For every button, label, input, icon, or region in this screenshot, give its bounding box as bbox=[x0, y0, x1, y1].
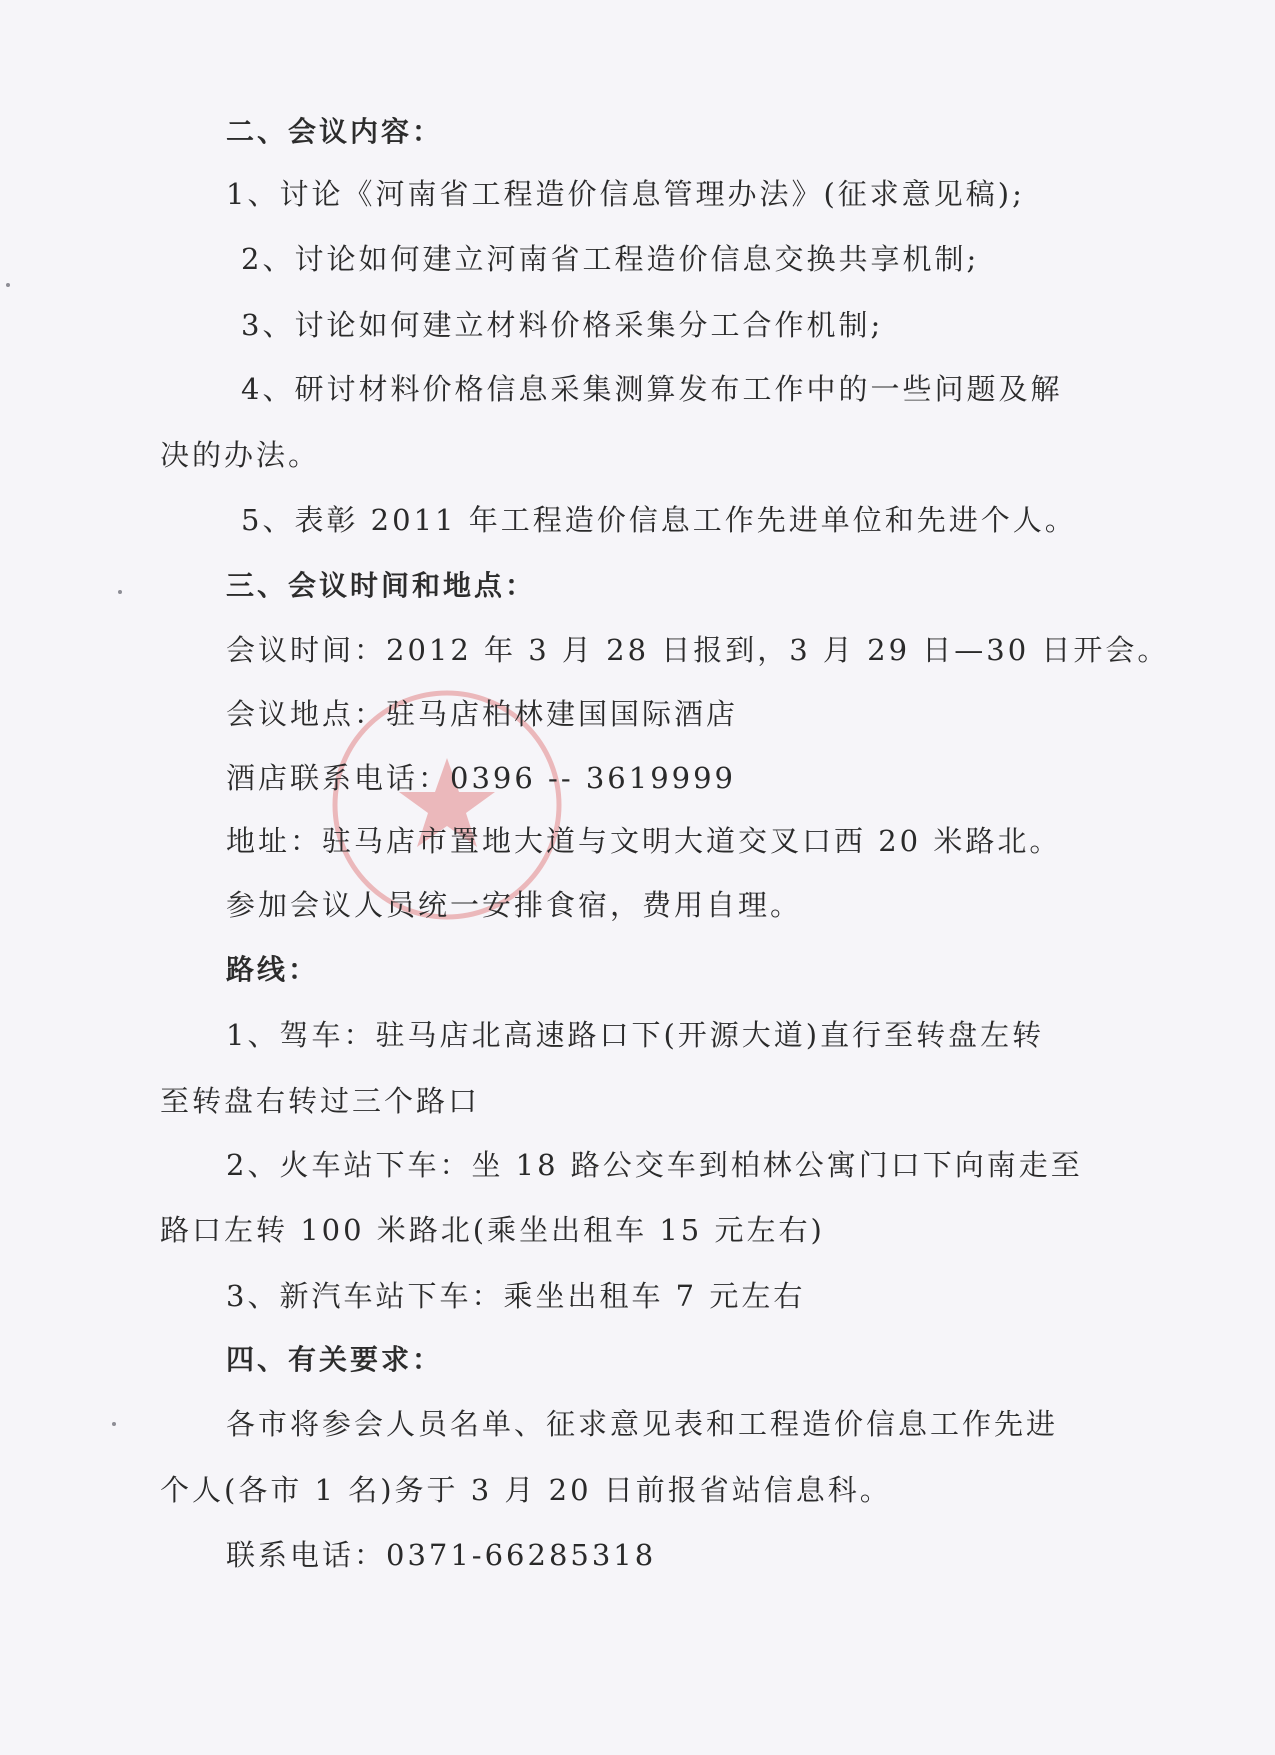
scan-speck bbox=[6, 283, 10, 287]
content-item-4-line-2: 决的办法。 bbox=[160, 438, 321, 472]
content-item-5: 5、表彰 2011 年工程造价信息工作先进单位和先进个人。 bbox=[241, 503, 1077, 537]
content-item-2: 2、讨论如何建立河南省工程造价信息交换共享机制; bbox=[241, 242, 980, 276]
section-heading-content: 二、会议内容： bbox=[226, 115, 444, 148]
scan-speck bbox=[112, 1422, 116, 1426]
route-bus: 3、新汽车站下车：乘坐出租车 7 元左右 bbox=[226, 1279, 806, 1313]
section-heading-requirements: 四、有关要求： bbox=[226, 1343, 444, 1376]
bleed-through-text bbox=[880, 285, 1110, 325]
requirement-line-1: 各市将参会人员名单、征求意见表和工程造价信息工作先进 bbox=[226, 1407, 1059, 1441]
route-drive-line-2: 至转盘右转过三个路口 bbox=[160, 1084, 481, 1118]
hotel-phone: 酒店联系电话：0396 -- 3619999 bbox=[226, 761, 736, 795]
route-train-line-1: 2、火车站下车：坐 18 路公交车到柏林公寓门口下向南走至 bbox=[226, 1148, 1083, 1182]
meeting-time: 会议时间：2012 年 3 月 28 日报到，3 月 29 日—30 日开会。 bbox=[226, 633, 1170, 667]
section-heading-route: 路线： bbox=[226, 953, 320, 986]
section-heading-time-place: 三、会议时间和地点： bbox=[226, 569, 537, 602]
requirement-line-2: 个人(各市 1 名)务于 3 月 20 日前报省站信息科。 bbox=[160, 1473, 892, 1507]
content-item-1: 1、讨论《河南省工程造价信息管理办法》(征求意见稿); bbox=[226, 177, 1025, 211]
content-item-3: 3、讨论如何建立材料价格采集分工合作机制; bbox=[241, 308, 884, 342]
route-drive-line-1: 1、驾车：驻马店北高速路口下(开源大道)直行至转盘左转 bbox=[226, 1018, 1045, 1052]
hotel-address: 地址：驻马店市置地大道与文明大道交叉口西 20 米路北。 bbox=[226, 824, 1062, 858]
meeting-venue: 会议地点：驻马店柏林建国国际酒店 bbox=[226, 697, 739, 731]
scan-speck bbox=[118, 590, 122, 594]
route-train-line-2: 路口左转 100 米路北(乘坐出租车 15 元左右) bbox=[160, 1213, 825, 1247]
contact-phone: 联系电话：0371-66285318 bbox=[226, 1538, 657, 1572]
lodging-note: 参加会议人员统一安排食宿，费用自理。 bbox=[226, 888, 803, 922]
bleed-through-text bbox=[720, 100, 1060, 140]
content-item-4-line-1: 4、研讨材料价格信息采集测算发布工作中的一些问题及解 bbox=[241, 372, 1063, 406]
